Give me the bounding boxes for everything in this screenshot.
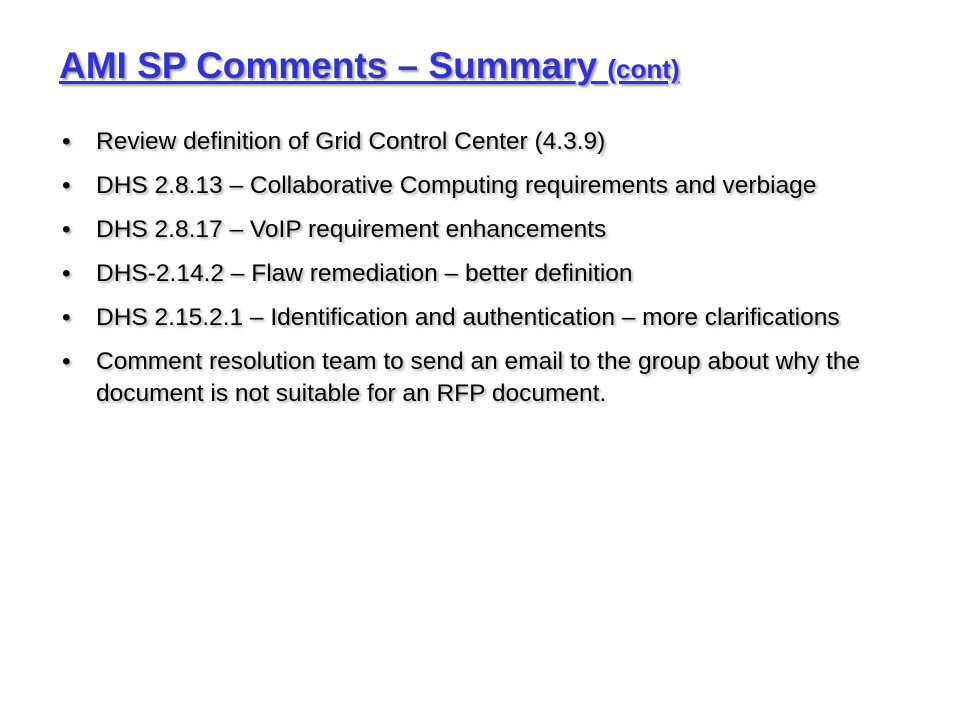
bullet-item [62,126,902,158]
bullet-item [62,346,902,410]
bullet-item [62,170,902,202]
bullet-text: DHS-2.14.2 – Flaw remediation – better definition [96,260,633,287]
bullet-text: DHS 2.15.2.1 – Identification and authentication – more clarifications [96,304,840,331]
bullet-dot-icon: • [62,348,71,375]
bullet-text: Review definition of Grid Control Center (4.3.9) [96,128,606,155]
bullet-text: Comment resolution team to send an email to the group about why the document is not suitable for an RFP document. [96,348,861,407]
bullet-item [62,302,902,334]
bullet-dot-icon: • [62,304,71,331]
bullet-list [62,126,902,422]
bullet-item [62,258,902,290]
bullet-dot-icon: • [62,172,71,199]
bullet-dot-icon: • [62,216,71,243]
bullet-text: DHS 2.8.17 – VoIP requirement enhancements [96,216,607,243]
slide-title-main: AMI SP Comments – Summary [59,45,598,86]
bullet-text: DHS 2.8.13 – Collaborative Computing requirements and verbiage [96,172,817,199]
slide-title-suffix: (cont) [607,54,680,84]
slide-title [59,46,680,87]
bullet-item [62,214,902,246]
bullet-dot-icon: • [62,260,71,287]
bullet-dot-icon: • [62,128,71,155]
